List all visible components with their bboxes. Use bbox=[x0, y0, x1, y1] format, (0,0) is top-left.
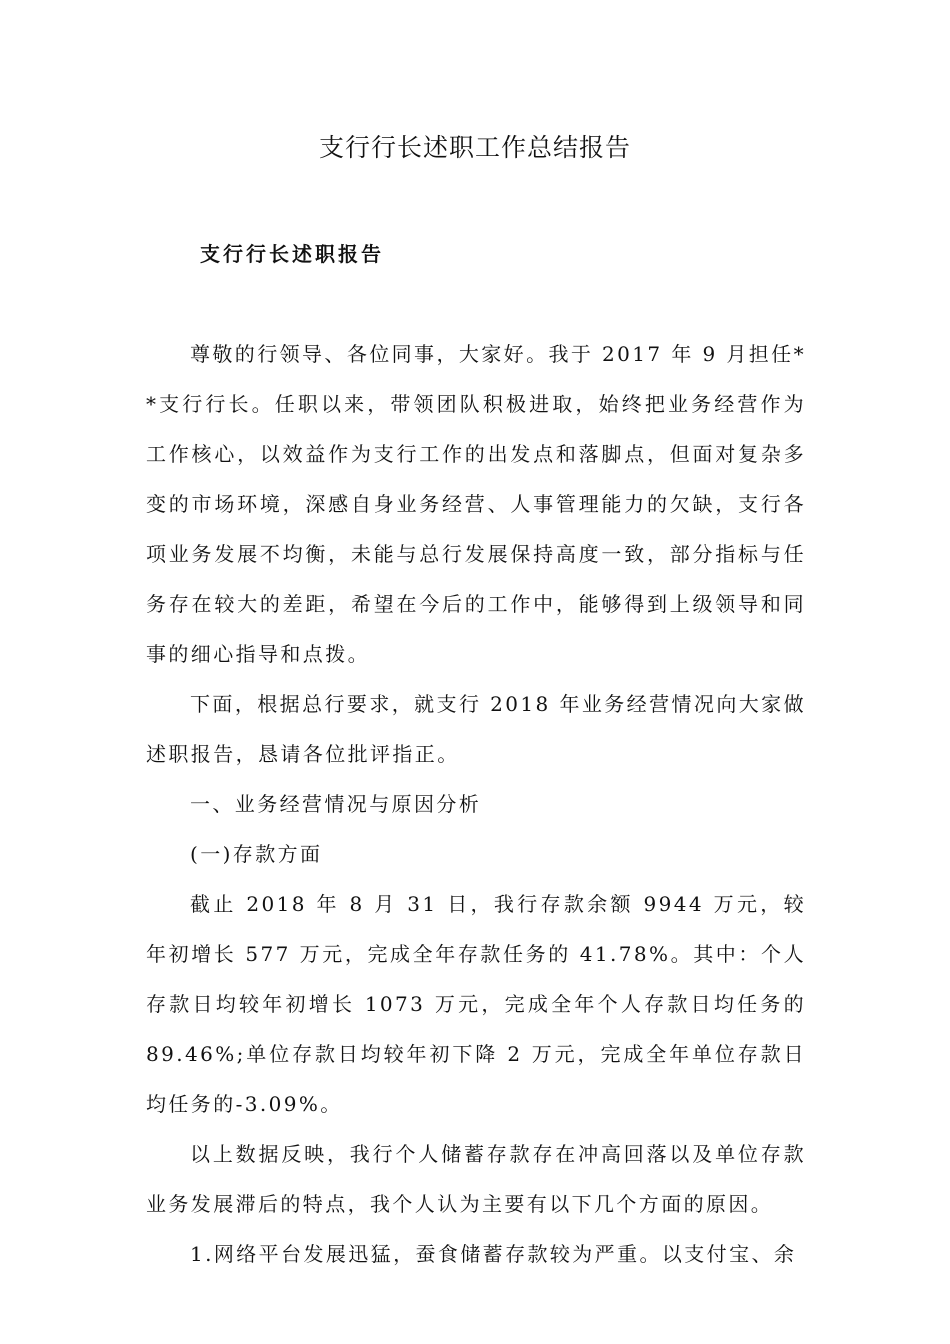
paragraph-deposit-figures: 截止 2018 年 8 月 31 日，我行存款余额 9944 万元，较年初增长 577 万元，完成全年存款任务的 41.78%。其中：个人存款日均较年初增长 1073 万元，完成全年个人存款日均任务的 89.46%;单位存款日均较年初下降 2 万元，完成全年单位存款日均任务的-3.09%。 bbox=[146, 892, 806, 1116]
section-heading: 一、业务经营情况与原因分析 bbox=[190, 792, 482, 816]
paragraph-greeting: 尊敬的行领导、各位同事，大家好。我于 2017 年 9 月担任**支行行长。任职以来，带领团队积极进取，始终把业务经营作为工作核心，以效益作为支行工作的出发点和落脚点，但面对复杂多变的市场环境，深感自身业务经营、人事管理能力的欠缺，支行各项业务发展不均衡，未能与总行发展保持高度一致，部分指标与任务存在较大的差距，希望在今后的工作中，能够得到上级领导和同事的细心指导和点拨。 bbox=[146, 342, 806, 666]
paragraph-analysis: 以上数据反映，我行个人储蓄存款存在冲高回落以及单位存款业务发展滞后的特点，我个人认为主要有以下几个方面的原因。 bbox=[146, 1142, 806, 1216]
subsection-heading: (一)存款方面 bbox=[190, 842, 323, 866]
document-subtitle: 支行行长述职报告 bbox=[200, 242, 384, 266]
document-title: 支行行长述职工作总结报告 bbox=[318, 133, 631, 162]
paragraph-reason-1: 1.网络平台发展迅猛，蚕食储蓄存款较为严重。以支付宝、余 bbox=[190, 1242, 797, 1266]
paragraph-intro: 下面，根据总行要求，就支行 2018 年业务经营情况向大家做述职报告，恳请各位批评指正。 bbox=[146, 692, 806, 766]
document-body bbox=[146, 329, 806, 1279]
